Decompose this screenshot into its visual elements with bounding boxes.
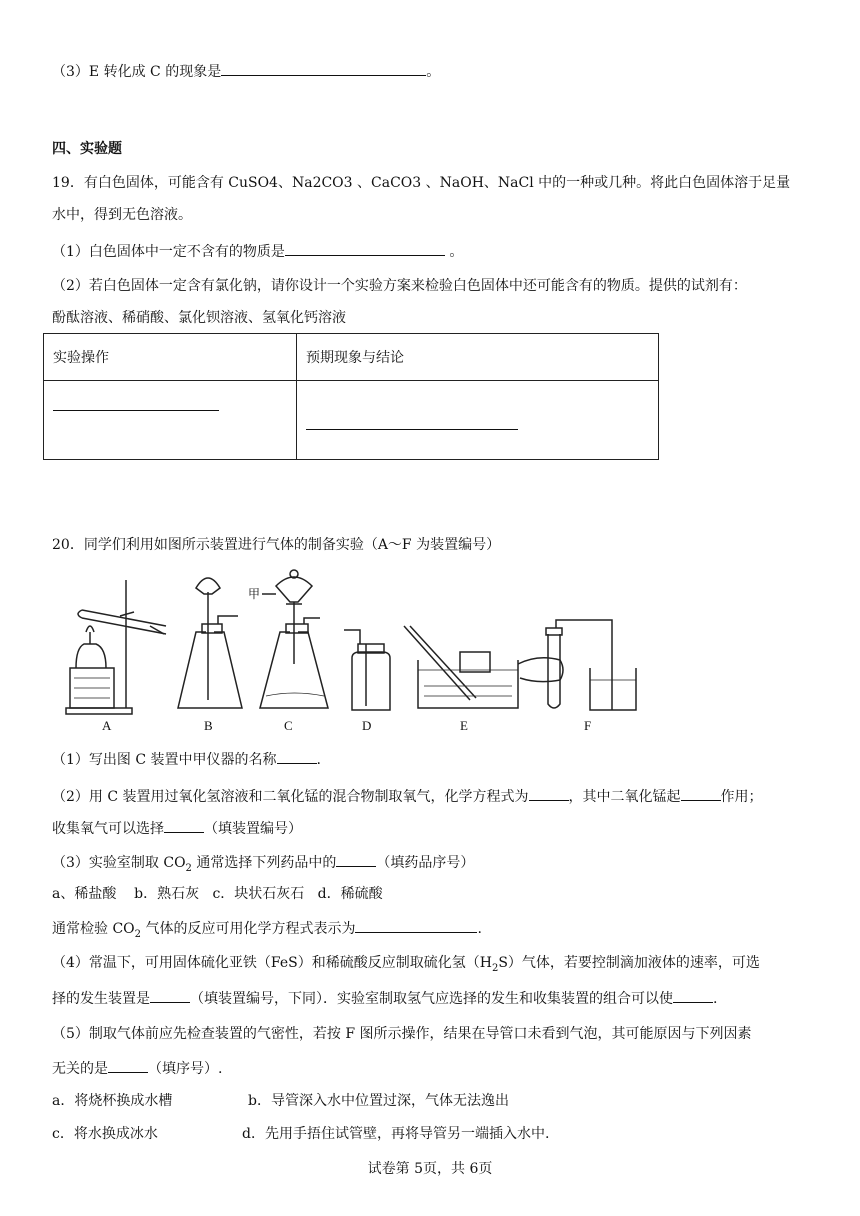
section-title: 四、实验题 xyxy=(52,141,122,157)
q20-sub5-line2: 无关的是 （填序号）. xyxy=(52,1058,222,1079)
q20-option-a: a．将烧杯换成水槽 xyxy=(52,1093,173,1109)
answer-blank[interactable] xyxy=(673,988,713,1003)
q20-sub3-options: a、稀盐酸 b．熟石灰 c．块状石灰石 d．稀硫酸 xyxy=(52,886,383,902)
answer-blank[interactable] xyxy=(221,61,426,76)
q20-sub4-line1: （4）常温下，可用固体硫化亚铁（FeS）和稀硫酸反应制取硫化氢$(H_2S)$气体，若要控制滴加液体的速率，可选 xyxy=(52,955,760,974)
answer-blank[interactable] xyxy=(355,918,477,933)
q19-stem-line1: 19．有白色固体，可能含有 CuSO4、Na2CO3 、CaCO3 、NaOH、NaCl 中的一种或几种。将此白色固体溶于足量 xyxy=(52,175,791,191)
q20-sub5-line1: （5）制取气体前应先检查装置的气密性，若按 F 图所示操作，结果在导管口未看到气泡，其可能原因与下列因素 xyxy=(52,1026,752,1042)
q18-sub3: （3）E 转化成 C 的现象是 。 xyxy=(52,61,440,82)
table-cell-operation xyxy=(44,381,297,460)
q19-stem-line2: 水中，得到无色溶液。 xyxy=(52,207,192,223)
answer-blank[interactable] xyxy=(681,786,721,801)
answer-blank[interactable] xyxy=(108,1058,148,1073)
q19-sub1: （1）白色固体中一定不含有的物质是 。 xyxy=(52,241,463,262)
figure-label-f: F xyxy=(584,718,592,733)
q19-sub2-line1: （2）若白色固体一定含有氯化钠，请你设计一个实验方案来检验白色固体中还可能含有的物质。提供的试剂有： xyxy=(52,278,747,294)
q20-stem: 20．同学们利用如图所示装置进行气体的制备实验（A～F 为装置编号） xyxy=(52,537,501,553)
experiment-table xyxy=(43,333,659,460)
apparatus-e xyxy=(404,626,518,708)
answer-blank[interactable] xyxy=(336,852,376,867)
figure-label-b: B xyxy=(204,718,213,733)
table-header-result: 预期现象与结论 xyxy=(297,334,659,381)
answer-blank[interactable] xyxy=(277,749,317,764)
answer-blank[interactable] xyxy=(150,988,190,1003)
q20-sub4-line2: 择的发生装置是 （填装置编号，下同）．实验室制取氢气应选择的发生和收集装置的组合可以使 . xyxy=(52,988,717,1009)
page-footer: 试卷第 5页，共 6页 xyxy=(367,1161,493,1177)
answer-blank[interactable] xyxy=(529,786,569,801)
q20-sub2-line2: 收集氧气可以选择 （填装置编号） xyxy=(52,818,302,839)
q20-option-b: b．导管深入水中位置过深，气体无法逸出 xyxy=(248,1093,509,1109)
apparatus-c xyxy=(260,570,328,708)
q20-sub3-line1: （3）实验室制取 $CO_2$ 通常选择下列药品中的 （填药品序号） xyxy=(52,852,474,879)
figure-label-c: C xyxy=(284,718,293,733)
figure-label-e: E xyxy=(460,718,468,733)
answer-blank[interactable] xyxy=(306,415,518,430)
q20-sub1: （1）写出图 C 装置中甲仪器的名称 . xyxy=(52,749,321,770)
instrument-label: 甲 xyxy=(248,587,261,601)
q20-option-d: d．先用手捂住试管壁，再将导管另一端插入水中. xyxy=(242,1126,550,1142)
figure-label-a: A xyxy=(102,718,112,733)
apparatus-f xyxy=(518,620,636,710)
answer-blank[interactable] xyxy=(53,396,219,411)
apparatus-b xyxy=(178,578,242,708)
apparatus-d xyxy=(344,630,390,710)
apparatus-a xyxy=(66,580,166,714)
table-header-operation: 实验操作 xyxy=(44,334,297,381)
q20-sub3-line3: 通常检验 $CO_2$ 气体的反应可用化学方程式表示为 . xyxy=(52,918,482,945)
answer-blank[interactable] xyxy=(164,818,204,833)
q20-sub2-line1: （2）用 C 装置用过氧化氢溶液和二氧化锰的混合物制取氧气，化学方程式为 ，其中二氧化锰起 作用； xyxy=(52,786,763,807)
answer-blank[interactable] xyxy=(285,241,445,256)
table-cell-result xyxy=(297,381,659,460)
q20-option-c: c．将水换成冰水 xyxy=(52,1126,158,1142)
q19-sub2-line2: 酚酞溶液、稀硝酸、氯化钡溶液、氢氧化钙溶液 xyxy=(52,310,346,326)
lab-apparatus-figure xyxy=(62,560,652,738)
figure-label-d: D xyxy=(362,718,372,733)
